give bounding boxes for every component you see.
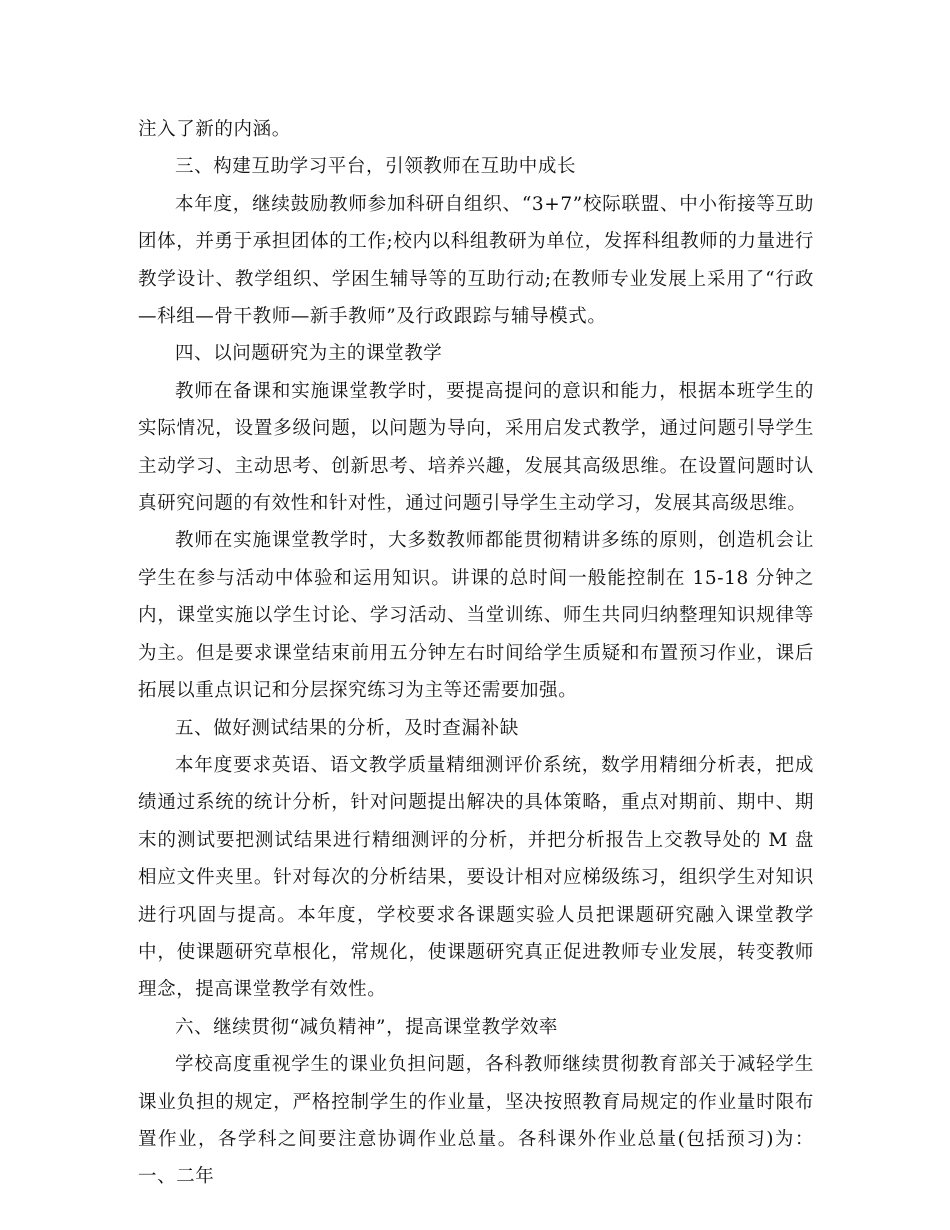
section-heading-5: 五、做好测试结果的分析，及时查漏补缺 xyxy=(175,717,519,739)
paragraph-continuation: 注入了新的内涵。 xyxy=(138,119,291,140)
paragraph-body: 本年度要求英语、语文教学质量精细测评价系统，数学用精细分析表，把成绩通过系统的统计分析，针对问题提出解决的具体策略，重点对期前、期中、期末的测试要把测试结果进行精细测评的分析，并把分析报告上交教导处的 M 盘相应文件夹里。针对每次的分析结果，要设计相对应梯级练习，组织学生对知识进行巩固与提高。本年度，学校要求各课题实验人员把课题研究融入课堂教学中，使课题研究草根化，常规化，使课题研究真正促进教师专业发展，转变教师理念，提高课堂教学有效性。 xyxy=(138,754,814,1001)
document-body xyxy=(138,111,814,1196)
paragraph-body: 教师在实施课堂教学时，大多数教师都能贯彻精讲多练的原则，创造机会让学生在参与活动中体验和运用知识。讲课的总时间一般能控制在 15-18 分钟之内，课堂实施以学生讨论、学习活动、当堂训练、师生共同归纳整理知识规律等为主。但是要求课堂结束前用五分钟左右时间给学生质疑和布置预习作业，课后拓展以重点识记和分层探究练习为主等还需要加强。 xyxy=(138,530,814,702)
section-heading-4: 四、以问题研究为主的课堂教学 xyxy=(175,343,443,365)
section-heading-6: 六、继续贯彻“减负精神”，提高课堂教学效率 xyxy=(175,1016,559,1038)
paragraph-body: 教师在备课和实施课堂教学时，要提高提问的意识和能力，根据本班学生的实际情况，设置多级问题，以问题为导向，采用启发式教学，通过问题引导学生主动学习、主动思考、创新思考、培养兴趣，发展其高级思维。在设置问题时认真研究问题的有效性和针对性，通过问题引导学生主动学习，发展其高级思维。 xyxy=(138,380,814,515)
paragraph-body: 学校高度重视学生的课业负担问题，各科教师继续贯彻教育部关于减轻学生课业负担的规定，严格控制学生的作业量，坚决按照教育局规定的作业量时限布置作业，各学科之间要注意协调作业总量。各科课外作业总量(包括预习)为：一、二年 xyxy=(138,1054,814,1188)
paragraph-body: 本年度，继续鼓励教师参加科研自组织、“3+7”校际联盟、中小衔接等互助团体，并勇于承担团体的工作;校内以科组教研为单位，发挥科组教师的力量进行教学设计、教学组织、学困生辅导等的互助行动;在教师专业发展上采用了“行政—科组—骨干教师—新手教师”及行政跟踪与辅导模式。 xyxy=(138,193,814,328)
section-heading-3: 三、构建互助学习平台，引领教师在互助中成长 xyxy=(175,156,577,178)
